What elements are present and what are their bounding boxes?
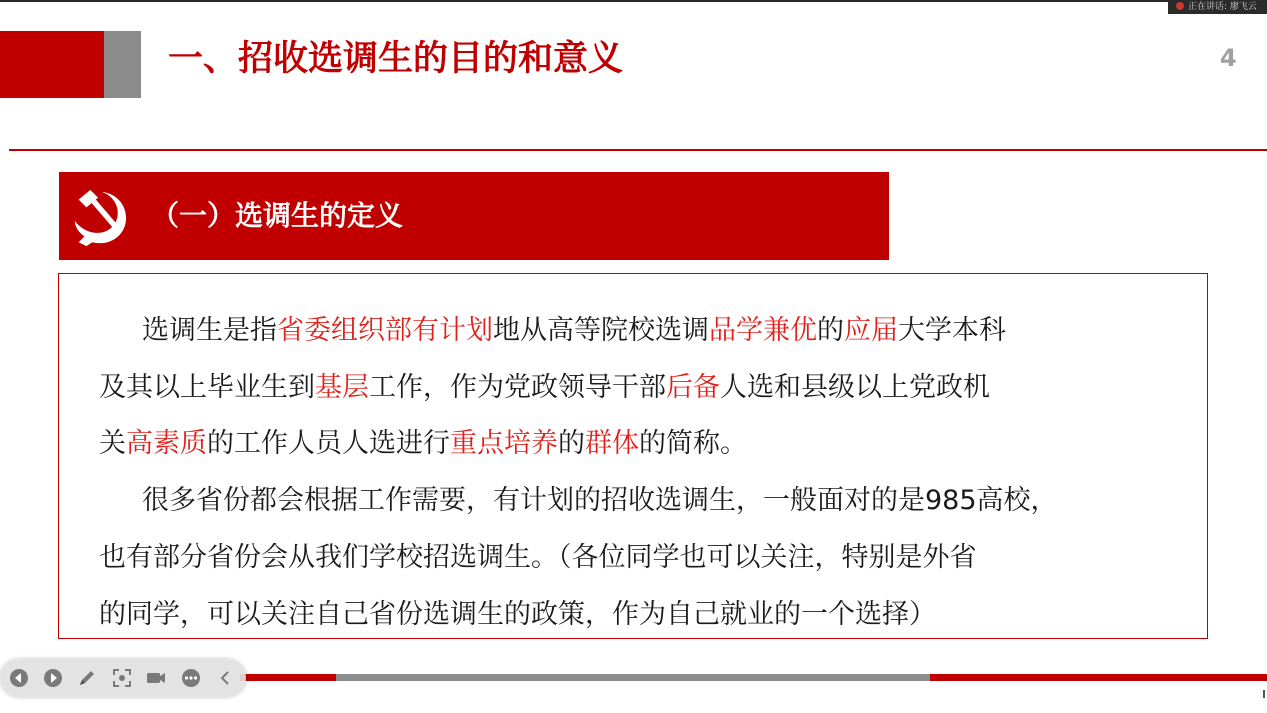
- definition-line-3: [99, 424, 747, 464]
- footer-stripe-red-left: [240, 674, 336, 681]
- hammer-sickle-icon: [69, 186, 131, 248]
- highlighted-term: 后备: [666, 372, 720, 403]
- page-number: 4: [1220, 44, 1237, 72]
- next-icon[interactable]: [42, 667, 64, 689]
- speaking-label: 正在讲话: 廖飞云: [1188, 2, 1257, 12]
- speaking-indicator: [1168, 0, 1267, 14]
- top-border: [0, 0, 1267, 2]
- title-divider: [9, 149, 1267, 151]
- footer-tick: [1263, 690, 1265, 698]
- body-text: 大学本科: [898, 315, 1006, 346]
- collapse-icon[interactable]: [214, 667, 236, 689]
- body-text: 的工作人员人选进行: [207, 428, 450, 459]
- highlighted-term: 重点培养: [450, 428, 558, 459]
- highlighted-term: 基层: [315, 372, 369, 403]
- highlighted-term: 省委组织部有计划: [277, 315, 493, 346]
- slideshow-toolbar: [0, 659, 246, 697]
- body-text: 的简称。: [639, 428, 747, 459]
- highlighted-term: 高素质: [126, 428, 207, 459]
- title-accent-gray: [104, 31, 141, 98]
- highlighted-term: 群体: [585, 428, 639, 459]
- section-banner: [59, 172, 889, 260]
- definition-line-1: [142, 311, 1006, 351]
- note-line-3: 的同学，可以关注自己省份选调生的政策，作为自己就业的一个选择）: [99, 599, 936, 630]
- body-text: 的: [817, 315, 844, 346]
- camera-icon[interactable]: [145, 667, 167, 689]
- page-title: 一、招收选调生的目的和意义: [168, 39, 624, 79]
- highlighted-term: 应届: [844, 315, 898, 346]
- highlighted-term: 品学兼优: [709, 315, 817, 346]
- body-text: 关: [99, 428, 126, 459]
- pen-icon[interactable]: [76, 667, 98, 689]
- footer-stripe-red-right: [930, 674, 1267, 681]
- body-text: 工作，作为党政领导干部: [369, 372, 666, 403]
- speaker-avatar-icon: [1176, 2, 1184, 10]
- definition-line-2: [99, 368, 990, 408]
- section-title: （一）选调生的定义: [151, 199, 404, 232]
- screenshot-icon[interactable]: [111, 667, 133, 689]
- note-line-2: 也有部分省份会从我们学校招选调生。（各位同学也可以关注，特别是外省: [99, 542, 977, 573]
- body-text: 人选和县级以上党政机: [720, 372, 990, 403]
- footer-stripe-gray: [336, 674, 930, 681]
- more-icon[interactable]: [180, 667, 202, 689]
- previous-icon[interactable]: [8, 667, 30, 689]
- body-text: 及其以上毕业生到: [99, 372, 315, 403]
- title-accent-red: [0, 31, 104, 98]
- body-text: 选调生是指: [142, 315, 277, 346]
- body-text: 的: [558, 428, 585, 459]
- body-text: 地从高等院校选调: [493, 315, 709, 346]
- note-line-1: 很多省份都会根据工作需要，有计划的招收选调生，一般面对的是985高校，: [142, 485, 1058, 516]
